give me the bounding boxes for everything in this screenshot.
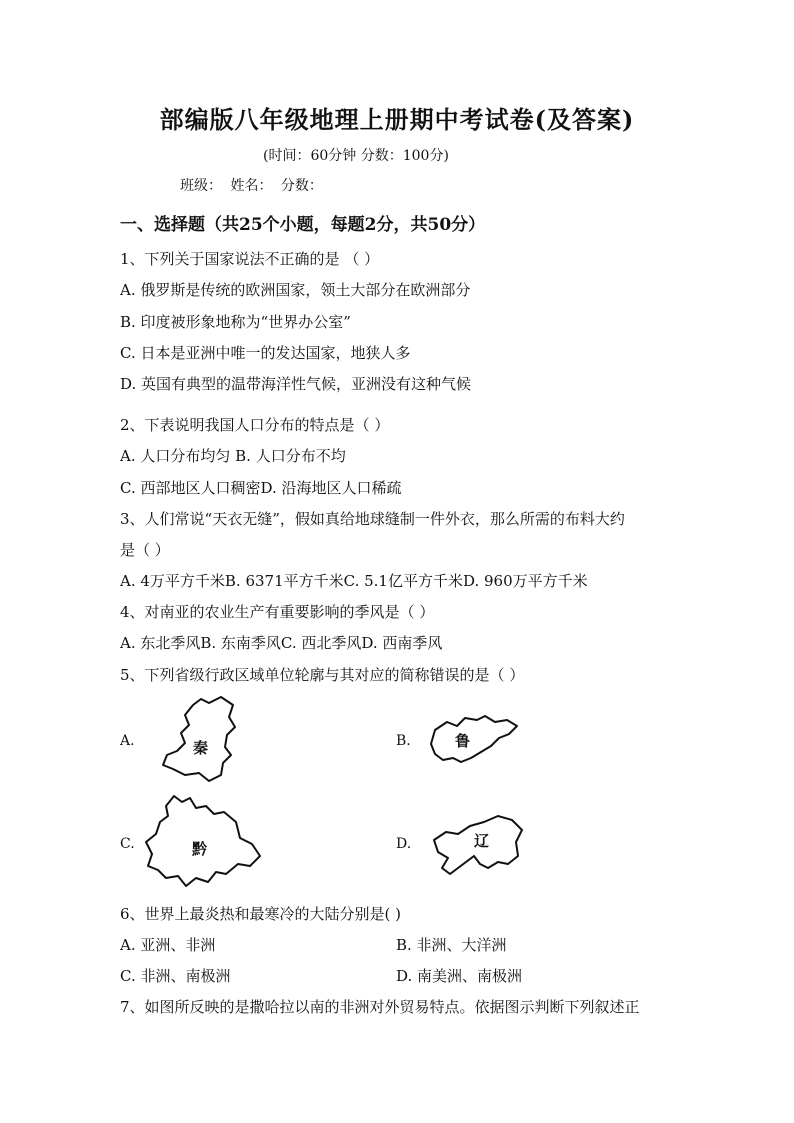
section-heading-choice: 一、选择题（共25个小题，每题2分，共50分） xyxy=(120,215,486,235)
question-1-option-a: A. 俄罗斯是传统的欧洲国家，领土大部分在欧洲部分 xyxy=(120,281,471,299)
map-label-qin: 秦 xyxy=(193,739,209,757)
guizhou-outline-map xyxy=(140,792,270,892)
map-label-liao: 辽 xyxy=(474,832,490,850)
question-1-option-b: B. 印度被形象地称为“世界办公室” xyxy=(120,313,351,331)
question-5-option-d-letter: D. xyxy=(396,836,412,852)
question-6-option-a: A. 亚洲、非洲 xyxy=(120,936,216,954)
question-4-options: A. 东北季风B. 东南季风C. 西北季风D. 西南季风 xyxy=(120,634,443,652)
question-6-option-c: C. 非洲、南极洲 xyxy=(120,967,231,985)
exam-time-score: (时间：60分钟 分数：100分) xyxy=(263,148,449,164)
student-info-line: 班级： 姓名： 分数： xyxy=(180,178,323,194)
question-2-stem: 2、下表说明我国人口分布的特点是（ ） xyxy=(120,416,390,434)
question-2-options-cd: C. 西部地区人口稠密D. 沿海地区人口稀疏 xyxy=(120,479,402,497)
question-5-option-c-letter: C. xyxy=(120,836,135,852)
question-1-option-c: C. 日本是亚洲中唯一的发达国家，地狭人多 xyxy=(120,344,411,362)
map-label-qian: 黔 xyxy=(192,840,208,858)
shaanxi-outline-map xyxy=(155,695,255,785)
liaoning-outline-map xyxy=(428,812,528,880)
question-5-option-a-letter: A. xyxy=(120,733,135,749)
question-3-options: A. 4万平方千米B. 6371平方千米C. 5.1亿平方千米D. 960万平方千米 xyxy=(120,572,588,590)
shandong-outline-map xyxy=(425,708,525,768)
question-5-stem: 5、下列省级行政区域单位轮廓与其对应的简称错误的是（ ） xyxy=(120,666,525,684)
question-5-option-b-letter: B. xyxy=(396,733,411,749)
map-label-lu: 鲁 xyxy=(455,732,471,750)
question-2-options-ab: A. 人口分布均匀 B. 人口分布不均 xyxy=(120,447,346,465)
question-6-option-b: B. 非洲、大洋洲 xyxy=(396,936,507,954)
question-3-stem-line2: 是（ ） xyxy=(120,541,170,559)
question-7-stem: 7、如图所反映的是撒哈拉以南的非洲对外贸易特点。依据图示判断下列叙述正 xyxy=(120,998,640,1016)
question-4-stem: 4、对南亚的农业生产有重要影响的季风是（ ） xyxy=(120,603,435,621)
question-3-stem-line1: 3、人们常说“天衣无缝”，假如真给地球缝制一件外衣，那么所需的布料大约 xyxy=(120,510,625,528)
question-6-stem: 6、世界上最炎热和最寒冷的大陆分别是( ) xyxy=(120,905,402,923)
page-title: 部编版八年级地理上册期中考试卷(及答案) xyxy=(159,105,635,134)
question-6-option-d: D. 南美洲、南极洲 xyxy=(396,967,523,985)
question-1-option-d: D. 英国有典型的温带海洋性气候，亚洲没有这种气候 xyxy=(120,375,472,393)
question-1-stem: 1、下列关于国家说法不正确的是 （ ） xyxy=(120,250,380,268)
